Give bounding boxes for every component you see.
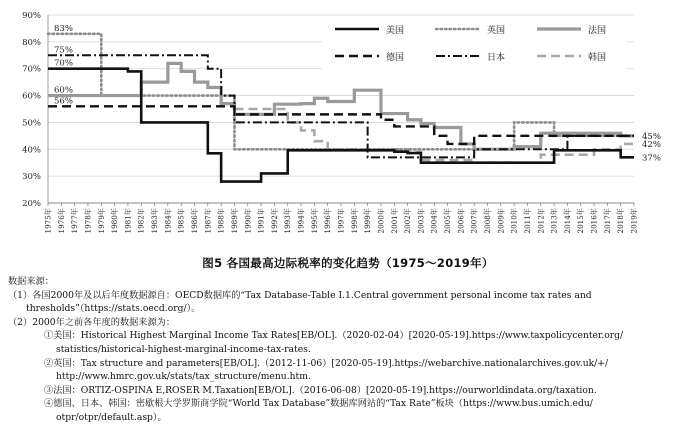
y-tick-label: 30% <box>22 172 41 183</box>
value-annotation: 60% <box>54 85 73 96</box>
x-axis <box>44 203 639 233</box>
x-tick-label: 1981年 <box>123 208 133 234</box>
y-tick-label: 50% <box>22 118 41 129</box>
y-axis <box>22 11 41 209</box>
x-tick-label: 1987年 <box>203 208 213 234</box>
data-sources <box>8 275 690 425</box>
legend <box>322 17 627 73</box>
x-tick-label: 1980年 <box>110 208 120 234</box>
x-tick-label: 1998年 <box>349 208 359 234</box>
legend-label: 德国 <box>386 53 405 63</box>
x-tick-label: 1986年 <box>190 208 199 234</box>
source-item-1 <box>8 289 690 316</box>
x-tick-label: 1985年 <box>176 208 186 234</box>
y-tick-label: 40% <box>22 145 41 156</box>
source-item-2: （2）2000年之前各年度的数据来源为： <box>8 316 176 328</box>
x-tick-label: 2001年 <box>389 208 399 234</box>
value-annotation: 70% <box>54 58 73 69</box>
x-tick-label: 2013年 <box>549 208 559 234</box>
source-item-1-line2: thresholds”（https://stats.oecd.org/）。 <box>26 303 201 315</box>
legend-label: 法国 <box>588 26 607 36</box>
x-tick-label: 2011年 <box>522 208 532 234</box>
source-us-line2: statistics/historical-highest-marginal-income-tax-rates. <box>56 343 311 355</box>
y-tick-label: 80% <box>22 37 41 48</box>
source-fr: ③法国：ORTIZ-OSPINA E,ROSER M.Taxation[EB/OL].（2016-06-08）[2020-05-19].https://ourworldindata.org/taxation. <box>44 384 597 396</box>
legend-label: 韩国 <box>588 53 607 63</box>
x-tick-label: 2015年 <box>576 208 586 234</box>
x-tick-label: 2006年 <box>456 208 466 234</box>
x-tick-label: 1983年 <box>150 208 160 234</box>
x-tick-label: 2009年 <box>496 208 506 234</box>
x-tick-label: 1993年 <box>283 208 293 234</box>
x-tick-label: 2000年 <box>376 208 386 234</box>
x-tick-label: 2014年 <box>562 208 572 234</box>
x-tick-label: 2018年 <box>616 208 626 234</box>
x-tick-label: 1989年 <box>229 208 239 234</box>
source-item-1-line1: （1）各国2000年及以后年度数据源自：OECD数据库的“Tax Database-Table I.1.Central government personal income tax rates and <box>8 289 592 301</box>
chart-caption: 图5 各国最高边际税率的变化趋势（1975～2019年） <box>202 256 494 270</box>
x-tick-label: 2004年 <box>429 208 439 234</box>
x-tick-label: 1984年 <box>163 208 173 234</box>
x-tick-label: 1977年 <box>70 208 80 234</box>
legend-box <box>322 17 627 73</box>
source-us <box>8 329 690 356</box>
value-annotation: 56% <box>54 96 73 107</box>
value-annotation: 83% <box>54 23 73 34</box>
source-de-line1: ④德国、日本、韩国：密歇根大学罗斯商学院“World Tax Database”数据库网站的“Tax Rate”板块（https://www.bus.umich.edu/ <box>44 398 593 410</box>
source-uk-line2: http://www.hmrc.gov.uk/stats/tax_structure/menu.htm. <box>56 371 311 383</box>
value-annotation: 37% <box>642 153 661 164</box>
series-line-1 <box>48 69 634 182</box>
y-tick-label: 70% <box>22 64 41 75</box>
x-tick-label: 1996年 <box>323 208 333 234</box>
x-tick-label: 1994年 <box>296 208 306 234</box>
x-tick-label: 1997年 <box>336 208 346 234</box>
x-tick-label: 2007年 <box>469 208 479 234</box>
x-tick-label: 1992年 <box>269 208 279 234</box>
x-tick-label: 2012年 <box>536 208 546 234</box>
x-tick-label: 1978年 <box>83 208 93 234</box>
sources-heading: 数据来源： <box>8 276 54 287</box>
source-de-line2: otpr/otpr/default.asp）。 <box>56 411 167 423</box>
source-uk-line1: ②英国：Tax structure and parameters[EB/OL].（2012-11-06）[2020-05-19].https://webarchive.nationalarchives.gov.uk/+/ <box>44 357 609 369</box>
x-tick-label: 2016年 <box>589 208 599 234</box>
x-tick-label: 1979年 <box>96 208 106 234</box>
legend-label: 英国 <box>487 26 506 36</box>
x-tick-label: 1982年 <box>136 208 146 234</box>
x-tick-label: 2005年 <box>443 208 453 234</box>
x-tick-label: 2017年 <box>602 208 612 234</box>
x-tick-label: 1990年 <box>243 208 253 234</box>
value-annotation: 45% <box>642 131 661 142</box>
x-tick-label: 2003年 <box>416 208 426 234</box>
value-annotation: 75% <box>54 45 73 56</box>
x-tick-label: 1988年 <box>216 208 226 234</box>
value-annotation: 42% <box>642 139 661 150</box>
x-tick-label: 1991年 <box>256 208 266 234</box>
source-de-jp-kr <box>8 397 690 424</box>
x-tick-label: 1975年 <box>43 208 53 234</box>
x-tick-label: 1995年 <box>309 208 319 234</box>
x-tick-label: 2010年 <box>509 208 519 234</box>
source-us-line1: ①美国：Historical Highest Marginal Income Tax Rates[EB/OL].（2020-02-04）[2020-05-19].https://www.taxpolicycenter.org/ <box>44 330 624 342</box>
y-tick-label: 90% <box>22 11 41 21</box>
legend-label: 美国 <box>386 26 405 36</box>
x-tick-label: 1999年 <box>363 208 373 234</box>
y-tick-label: 20% <box>22 199 41 209</box>
series-line-4 <box>48 106 634 144</box>
y-tick-label: 60% <box>22 91 41 102</box>
x-tick-label: 2002年 <box>403 208 413 234</box>
x-tick-label: 2019年 <box>629 208 639 234</box>
legend-label: 日本 <box>487 53 506 63</box>
x-tick-label: 2008年 <box>483 208 492 234</box>
source-uk <box>8 357 690 384</box>
x-tick-label: 1976年 <box>56 208 66 234</box>
